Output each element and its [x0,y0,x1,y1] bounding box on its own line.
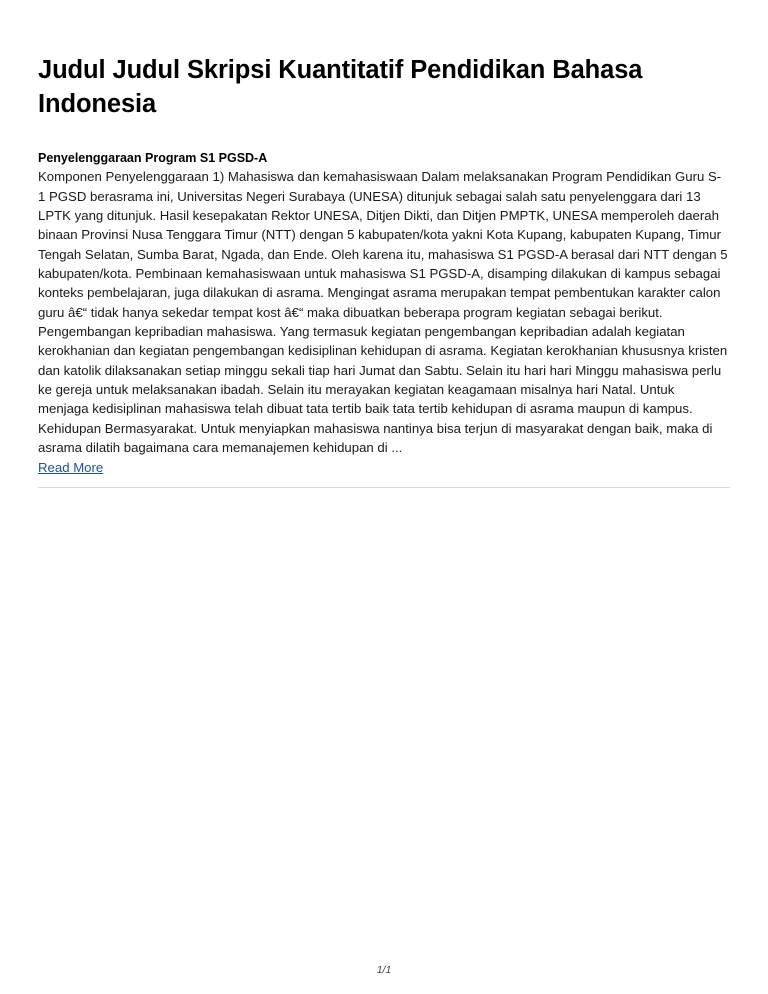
read-more-link[interactable]: Read More [38,460,104,476]
page-number: 1/1 [376,964,392,976]
page-title: Judul Judul Skripsi Kuantitatif Pendidikan Bahasa Indonesia [38,56,643,118]
article-body: Komponen Penyelenggaraan 1) Mahasiswa dan kemahasiswaan Dalam melaksanakan Program Pendidikan Guru S-1 PGSD berasrama ini, Universitas Negeri Surabaya (UNESA) ditunjuk sebagai salah satu penyelenggara dari 13 LPTK yang ditunjuk. Hasil kesepakatan Rektor UNESA, Ditjen Dikti, dan Ditjen PMPTK, UNESA memperoleh daerah binaan Provinsi Nusa Tenggara Timur (NTT) dengan 5 kabupaten/kota yakni Kota Kupang, kabupaten Kupang, Timur Tengah Selatan, Sumba Barat, Ngada, dan Ende. Oleh karena itu, mahasiswa S1 PGSD-A berasal dari NTT dengan 5 kabupaten/kota. Pembinaan kemahasiswaan untuk mahasiswa S1 PGSD-A, disamping dilakukan di kampus sebagai konteks pembelajaran, juga dilakukan di asrama. Mengingat asrama merupakan tempat pembentukan karakter calon guru â€“ tidak hanya sekedar tempat kost â€“ maka dibuatkan beberapa program kegiatan sebagai berikut. Pengembangan kepribadian mahasiswa. Yang termasuk kegiatan pengembangan kepribadian adalah kegiatan kerokhanian dan kegiatan pengembangan kedisiplinan kehidupan di asrama. Kegiatan kerokhanian khususnya kristen dan katolik dilaksanakan setiap minggu sekali tiap hari Jumat dan Sabtu. Selain itu hari hari Minggu mahasiswa perlu ke gereja untuk melaksanakan ibadah. Selain itu merayakan kegiatan keagamaan misalnya hari Natal. Untuk menjaga kedisiplinan mahasiswa telah dibuat tata tertib baik tata tertib kehidupan di asrama maupun di kampus. Kehidupan Bermasyarakat. Untuk menyiapkan mahasiswa nantinya bisa terjun di masyarakat dengan baik, maka di asrama dilatih bagaimana cara memanajemen kehidupan di ... [38,169,728,455]
section-heading: Penyelenggaraan Program S1 PGSD-A [38,151,268,166]
content-divider [38,487,730,488]
